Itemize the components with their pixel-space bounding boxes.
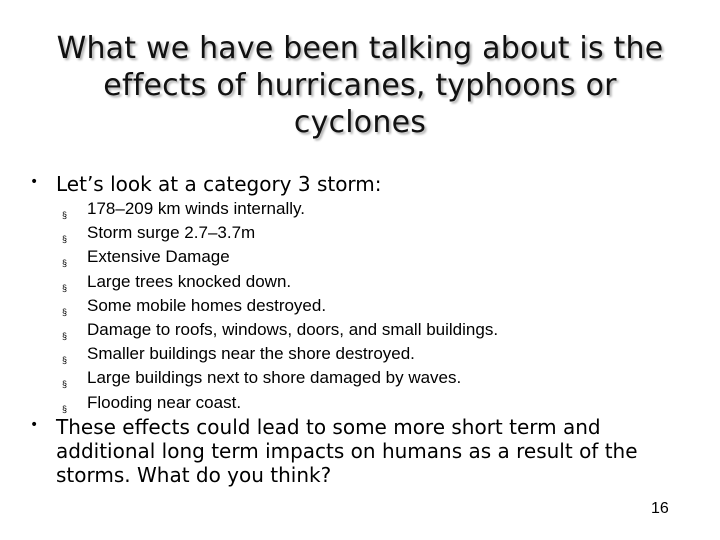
title-line-3: cyclones	[293, 105, 427, 140]
closing-line-3: storms. What do you think?	[56, 463, 332, 487]
list-item-text: Extensive Damage	[87, 247, 230, 267]
list-item-text: Storm surge 2.7–3.7m	[87, 223, 256, 243]
list-item-text: Large trees knocked down.	[87, 271, 292, 291]
sub-bullet-icon: §	[62, 306, 68, 317]
page-number: 16	[651, 500, 669, 517]
sub-bullet-icon: §	[62, 355, 68, 366]
sub-bullet-icon: §	[62, 379, 68, 390]
sub-bullet-icon: §	[62, 234, 68, 245]
closing-bullet-text	[56, 415, 696, 487]
sub-bullet-icon: §	[62, 403, 68, 414]
list-item-text: Flooding near coast.	[87, 392, 242, 412]
list-item-text: Damage to roofs, windows, doors, and small buildings.	[87, 319, 499, 339]
bullet-icon: •	[30, 174, 39, 190]
lead-bullet-text: Let’s look at a category 3 storm:	[56, 172, 382, 196]
list-item-text: 178–209 km winds internally.	[87, 199, 305, 218]
list-item-text: Large buildings next to shore damaged by waves.	[87, 368, 462, 388]
sub-bullet-icon: §	[62, 330, 68, 341]
closing-line-2: additional long term impacts on humans as a result of the	[56, 439, 638, 463]
sub-bullet-icon: §	[62, 258, 68, 269]
closing-line-1: These effects could lead to some more short term and	[56, 415, 601, 439]
title-line-2: effects of hurricanes, typhoons or	[103, 68, 617, 103]
title-line-1: What we have been talking about is the	[56, 31, 664, 66]
slide-title	[10, 30, 710, 141]
bullet-icon: •	[30, 417, 39, 433]
list-item-text: Some mobile homes destroyed.	[87, 295, 327, 315]
sub-bullet-icon: §	[62, 282, 68, 293]
list-item-text: Smaller buildings near the shore destroyed.	[87, 344, 415, 364]
sub-bullet-icon: §	[62, 210, 68, 220]
